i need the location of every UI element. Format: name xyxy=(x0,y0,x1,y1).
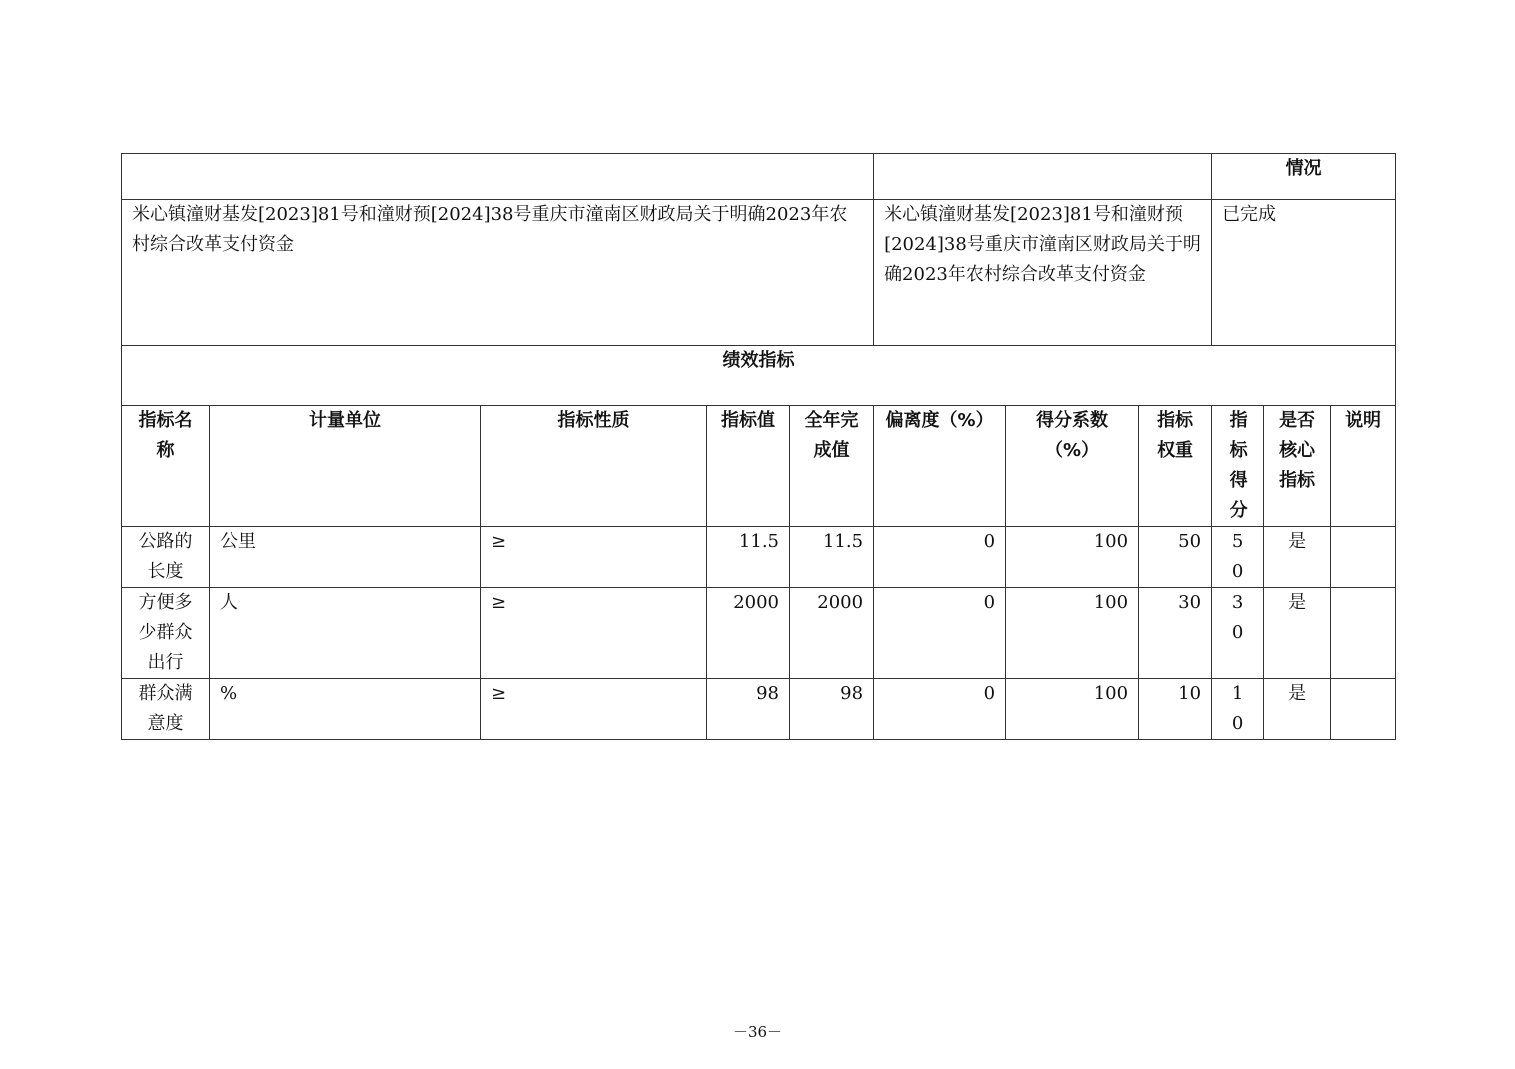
unit-cell: % xyxy=(210,679,481,740)
indicator-name: 公路的长度 xyxy=(122,527,210,588)
situation-header: 情况 xyxy=(1212,154,1396,200)
indicator-header-row xyxy=(122,406,1396,527)
actual-value-cell: 11.5 xyxy=(790,527,874,588)
weight-cell: 10 xyxy=(1139,679,1212,740)
upper-content-row xyxy=(122,200,1396,346)
header-actual-value: 全年完成值 xyxy=(790,406,874,527)
nature-cell: ≥ xyxy=(481,588,707,679)
score-cell-wrap xyxy=(1212,679,1264,740)
table-row xyxy=(122,679,1396,740)
header-deviation: 偏离度（%） xyxy=(874,406,1006,527)
status-cell: 已完成 xyxy=(1212,200,1396,346)
upper-header-row xyxy=(122,154,1396,200)
header-core-indicator: 是否核心指标 xyxy=(1264,406,1331,527)
score-cell: 30 xyxy=(1231,592,1244,643)
coefficient-cell: 100 xyxy=(1006,679,1139,740)
header-target-value: 指标值 xyxy=(707,406,790,527)
document-body xyxy=(121,153,1396,740)
performance-table xyxy=(121,153,1396,740)
header-score-cell xyxy=(1212,406,1264,527)
deviation-cell: 0 xyxy=(874,588,1006,679)
note-cell xyxy=(1331,679,1396,740)
weight-cell: 50 xyxy=(1139,527,1212,588)
score-cell: 10 xyxy=(1231,683,1244,734)
core-indicator-cell: 是 xyxy=(1264,588,1331,679)
page-number: －36－ xyxy=(732,1023,783,1041)
target-value-cell: 11.5 xyxy=(707,527,790,588)
indicator-name: 方便多少群众出行 xyxy=(122,588,210,679)
coefficient-cell: 100 xyxy=(1006,527,1139,588)
core-indicator-cell: 是 xyxy=(1264,527,1331,588)
target-value-cell: 2000 xyxy=(707,588,790,679)
header-nature: 指标性质 xyxy=(481,406,707,527)
section-title: 绩效指标 xyxy=(122,346,1396,406)
table-row xyxy=(122,588,1396,679)
upper-header-blank-2 xyxy=(874,154,1212,200)
note-cell xyxy=(1331,588,1396,679)
deviation-cell: 0 xyxy=(874,527,1006,588)
score-cell-wrap xyxy=(1212,527,1264,588)
coefficient-cell: 100 xyxy=(1006,588,1139,679)
actual-value-cell: 98 xyxy=(790,679,874,740)
nature-cell: ≥ xyxy=(481,527,707,588)
score-cell-wrap xyxy=(1212,588,1264,679)
upper-header-blank-1 xyxy=(122,154,874,200)
table-row xyxy=(122,527,1396,588)
header-weight: 指标权重 xyxy=(1139,406,1212,527)
indicator-name: 群众满意度 xyxy=(122,679,210,740)
header-indicator-name: 指标名称 xyxy=(122,406,210,527)
deviation-cell: 0 xyxy=(874,679,1006,740)
actual-value-cell: 2000 xyxy=(790,588,874,679)
unit-cell: 人 xyxy=(210,588,481,679)
header-score: 指标得分 xyxy=(1229,410,1248,521)
target-value-cell: 98 xyxy=(707,679,790,740)
unit-cell: 公里 xyxy=(210,527,481,588)
section-title-row xyxy=(122,346,1396,406)
header-note: 说明 xyxy=(1331,406,1396,527)
header-score-coefficient: 得分系数（%） xyxy=(1006,406,1139,527)
score-cell: 50 xyxy=(1231,531,1244,582)
weight-cell: 30 xyxy=(1139,588,1212,679)
basis-right-cell: 米心镇潼财基发[2023]81号和潼财预[2024]38号重庆市潼南区财政局关于明确2023年农村综合改革支付资金 xyxy=(874,200,1212,346)
note-cell xyxy=(1331,527,1396,588)
core-indicator-cell: 是 xyxy=(1264,679,1331,740)
header-unit: 计量单位 xyxy=(210,406,481,527)
basis-left-cell: 米心镇潼财基发[2023]81号和潼财预[2024]38号重庆市潼南区财政局关于明确2023年农村综合改革支付资金 xyxy=(122,200,874,346)
nature-cell: ≥ xyxy=(481,679,707,740)
